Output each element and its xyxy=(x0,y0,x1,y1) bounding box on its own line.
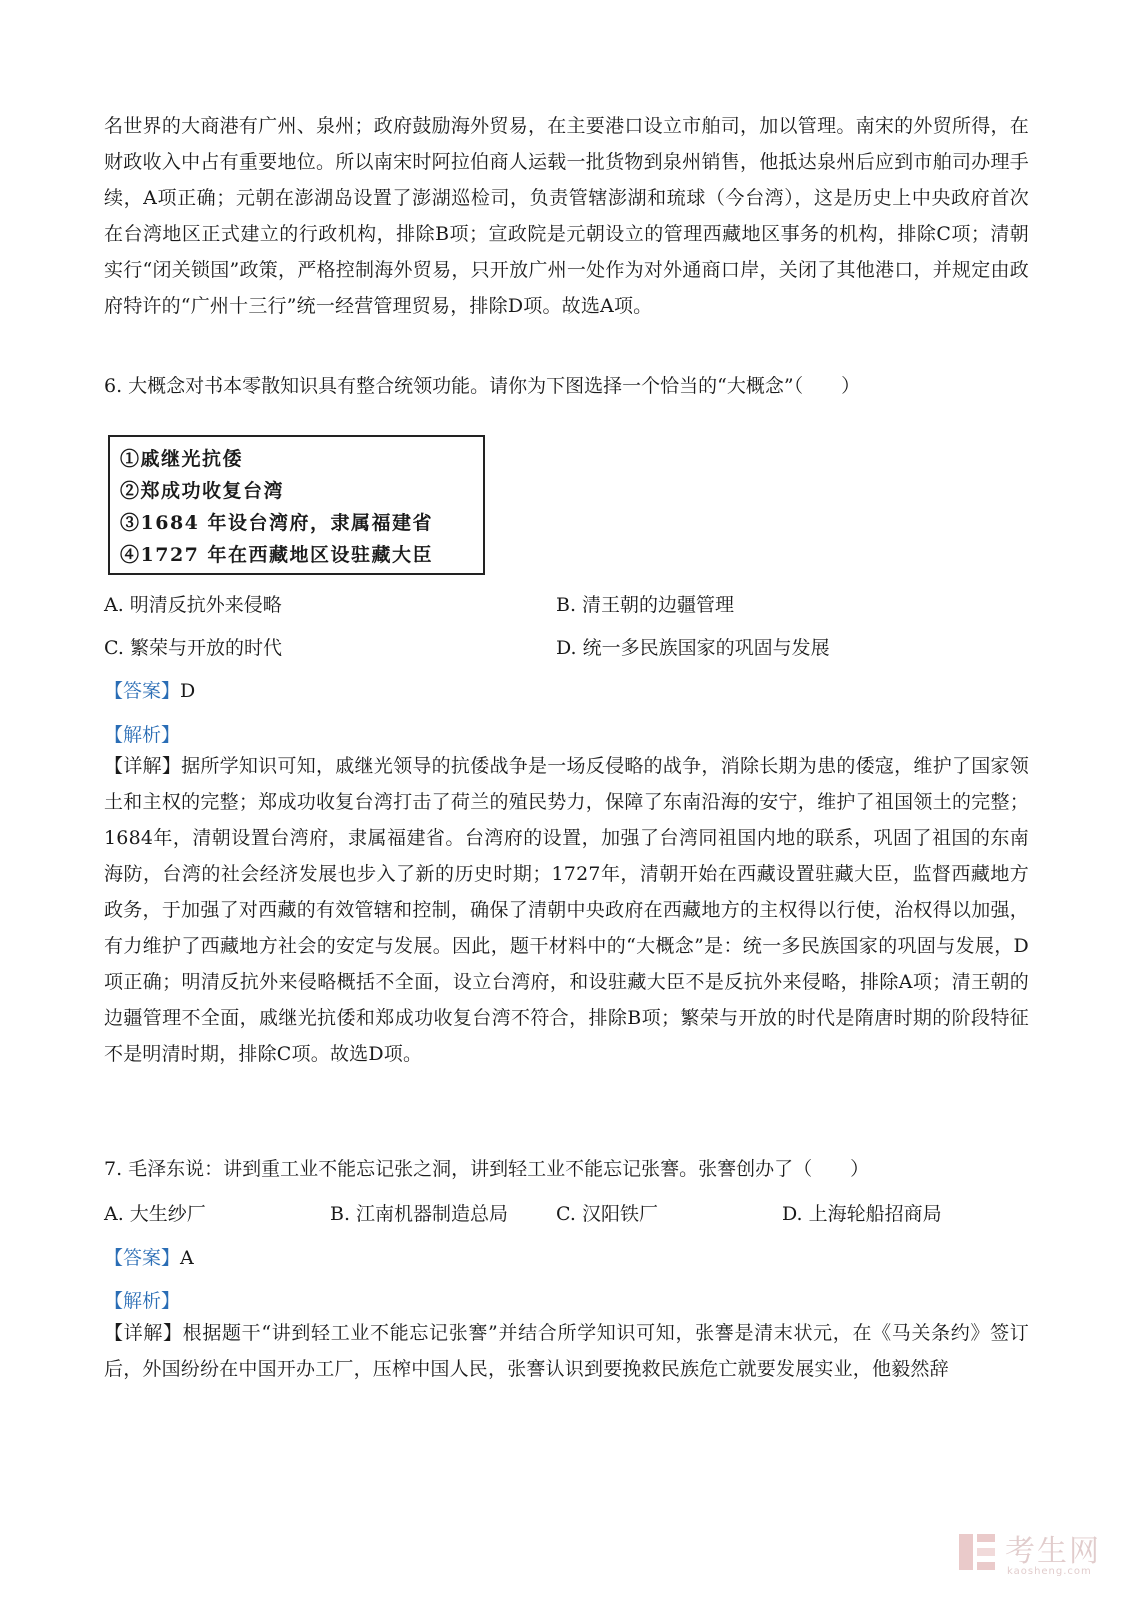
q7-option-c: C. 汉阳铁厂 xyxy=(556,1203,658,1225)
q7-detail-paragraph xyxy=(104,1315,1029,1387)
watermark-text: 考生网 xyxy=(1005,1534,1101,1569)
q6-option-b: B. 清王朝的边疆管理 xyxy=(556,594,735,616)
q7-analysis-tag: 【解析】 xyxy=(104,1290,181,1312)
intro-paragraph: 名世界的大商港有广州、泉州；政府鼓励海外贸易，在主要港口设立市舶司，加以管理。南宋的外贸所得，在财政收入中占有重要地位。所以南宋时阿拉伯商人运载一批货物到泉州销售，他抵达泉州后应到市舶司办理手续，A项正确；元朝在澎湖岛设置了澎湖巡检司，负责管辖澎湖和琉球（今台湾），这是历史上中央政府首次在台湾地区正式建立的行政机构，排除B项；宣政院是元朝设立的管理西藏地区事务的机构，排除C项；清朝实行“闭关锁国”政策，严格控制海外贸易，只开放广州一处作为对外通商口岸，关闭了其他港口，并规定由政府特许的“广州十三行”统一经营管理贸易，排除D项。故选A项。 xyxy=(104,115,1029,317)
q6-answer-value: D xyxy=(180,680,196,702)
q7-answer-value: A xyxy=(180,1247,194,1269)
q6-option-d: D. 统一多民族国家的巩固与发展 xyxy=(556,637,830,659)
q6-option-a: A. 明清反抗外来侵略 xyxy=(104,594,282,616)
question-6-material-box xyxy=(108,435,485,575)
q6-option-c: C. 繁荣与开放的时代 xyxy=(104,637,282,659)
q7-analysis-line xyxy=(104,1289,180,1313)
question-6-stem: 6. 大概念对书本零散知识具有整合统领功能。请你为下图选择一个恰当的“大概念”（ ） xyxy=(104,375,861,397)
q6-detail-tag: 【详解】 xyxy=(104,755,182,777)
q6-answer-line xyxy=(104,679,195,703)
q7-detail-tag: 【详解】 xyxy=(104,1322,183,1344)
q7-detail-text: 根据题干“讲到轻工业不能忘记张謇”并结合所学知识可知，张謇是清末状元，在《马关条约》签订后，外国纷纷在中国开办工厂，压榨中国人民，张謇认识到要挽救民族危亡就要发展实业，他毅然辞 xyxy=(104,1322,1029,1380)
q6-analysis-tag: 【解析】 xyxy=(104,724,181,746)
q7-option-b: B. 江南机器制造总局 xyxy=(330,1203,509,1225)
q6-detail-paragraph xyxy=(104,748,1029,1072)
q7-answer-tag: 【答案】 xyxy=(104,1247,181,1269)
q6-answer-tag: 【答案】 xyxy=(104,680,181,702)
watermark-logo-icon xyxy=(957,1532,997,1572)
material-item-3: ③1684 年设台湾府，隶属福建省 xyxy=(120,512,433,534)
material-item-1: ①戚继光抗倭 xyxy=(120,448,244,470)
q7-option-a: A. 大生纱厂 xyxy=(104,1203,206,1225)
watermark-subtext: kaosheng.com xyxy=(1007,1566,1092,1577)
material-item-2: ②郑成功收复台湾 xyxy=(120,480,285,502)
watermark xyxy=(957,1526,1109,1582)
material-item-4: ④1727 年在西藏地区设驻藏大臣 xyxy=(120,544,433,566)
q6-analysis-line xyxy=(104,723,180,747)
question-7-stem: 7. 毛泽东说：讲到重工业不能忘记张之洞，讲到轻工业不能忘记张謇。张謇创办了（ ） xyxy=(104,1158,870,1180)
q7-option-d: D. 上海轮船招商局 xyxy=(782,1203,942,1225)
q6-detail-text: 据所学知识可知，戚继光领导的抗倭战争是一场反侵略的战争，消除长期为患的倭寇，维护了国家领土和主权的完整；郑成功收复台湾打击了荷兰的殖民势力，保障了东南沿海的安宁，维护了祖国领土的完整；1684年，清朝设置台湾府，隶属福建省。台湾府的设置，加强了台湾同祖国内地的联系，巩固了祖国的东南海防，台湾的社会经济发展也步入了新的历史时期；1727年，清朝开始在西藏设置驻藏大臣，监督西藏地方政务，于加强了对西藏的有效管辖和控制，确保了清朝中央政府在西藏地方的主权得以行使，治权得以加强，有力维护了西藏地方社会的安定与发展。因此，题干材料中的“大概念”是：统一多民族国家的巩固与发展，D项正确；明清反抗外来侵略概括不全面，设立台湾府，和设驻藏大臣不是反抗外来侵略，排除A项；清王朝的边疆管理不全面，戚继光抗倭和郑成功收复台湾不符合，排除B项；繁荣与开放的时代是隋唐时期的阶段特征不是明清时期，排除C项。故选D项。 xyxy=(104,755,1029,1065)
q7-answer-line xyxy=(104,1246,194,1270)
